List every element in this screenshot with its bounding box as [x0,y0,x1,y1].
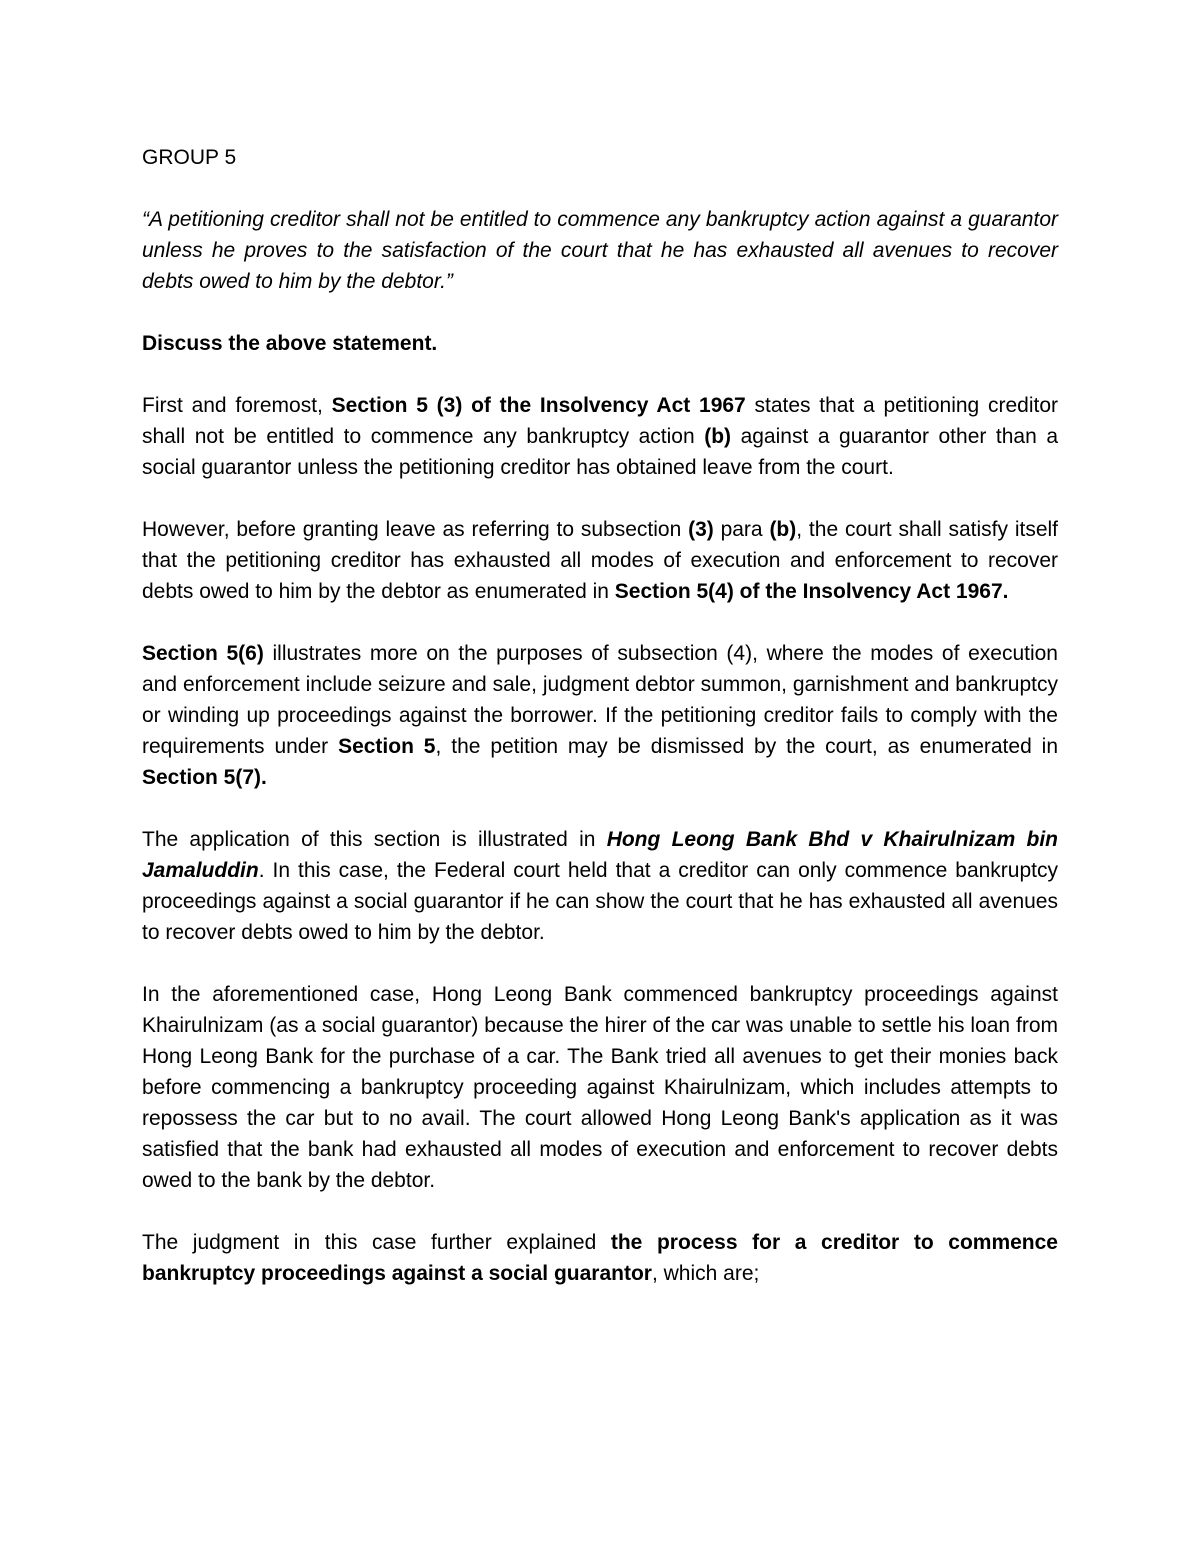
statute-reference: Section 5 [338,735,436,758]
text-span: illustrates more on the purposes of subsection (4), where the modes of execution and enforcement include seizure and sale, judgment debtor summon, garnishment and bankruptcy or winding up proceedings against the borrower. If the petitioning creditor fails to comply with the requirements under [142,642,1058,758]
paragraph-judgment-process [142,1227,1058,1289]
statute-reference: Section 5(4) of the Insolvency Act 1967. [614,580,1009,603]
paragraph-case-application [142,824,1058,948]
text-span: The application of this section is illustrated in [142,828,607,851]
statute-reference: Section 5(7). [142,766,267,789]
paragraph-reference: (b) [704,425,732,448]
document-heading: GROUP 5 [142,146,237,169]
case-name: Hong Leong Bank Bhd v Khairulnizam bin Jamaluddin [142,828,1058,882]
paragraph-section-5-6 [142,638,1058,793]
subsection-reference: (3) [688,518,714,541]
paragraph-section-5-3 [142,390,1058,483]
text-span: , the petition may be dismissed by the court, as enumerated in [435,735,1058,758]
paragraph-case-facts: In the aforementioned case, Hong Leong Bank commenced bankruptcy proceedings against Khairulnizam (as a social guarantor) because the hirer of the car was unable to settle his loan from Hong Leong Bank for the purchase of a car. The Bank tried all avenues to get their monies back before commencing a bankruptcy proceeding against Khairulnizam, which includes attempts to repossess the car but to no avail. The court allowed Hong Leong Bank's application as it was satisfied that the bank had exhausted all modes of execution and enforcement to recover debts owed to the bank by the debtor. [142,983,1058,1192]
statute-reference: Section 5(6) [142,642,264,665]
text-span: against a guarantor other than a social guarantor unless the petitioning creditor has obtained leave from the court. [142,425,1059,479]
paragraph-leave [142,514,1058,607]
text-span: states that a petitioning creditor shall not be entitled to commence any bankruptcy action [142,394,1059,448]
paragraph-reference: (b) [769,518,797,541]
quoted-statement: “A petitioning creditor shall not be entitled to commence any bankruptcy action against a guarantor unless he proves to the satisfaction of the court that he has exhausted all avenues to recover debts owed to him by the debtor.” [142,208,1058,293]
text-span: However, before granting leave as referring to subsection [142,518,689,541]
document-page [142,142,1058,1320]
text-span: The judgment in this case further explained [142,1231,611,1254]
statute-reference: Section 5 (3) of the Insolvency Act 1967 [331,394,746,417]
discussion-question: Discuss the above statement. [142,332,438,355]
text-span: para [713,518,770,541]
text-span: . In this case, the Federal court held that a creditor can only commence bankruptcy proceedings against a social guarantor if he can show the court that he has exhausted all avenues to recover debts owed to him by the debtor. [142,859,1058,944]
text-span: , which are; [651,1262,760,1285]
text-span: , the court shall satisfy itself that the petitioning creditor has exhausted all modes of execution and enforcement to recover debts owed to him by the debtor as enumerated in [142,518,1058,603]
text-span: First and foremost, [142,394,332,417]
process-emphasis: the process for a creditor to commence bankruptcy proceedings against a social guarantor [142,1231,1058,1285]
